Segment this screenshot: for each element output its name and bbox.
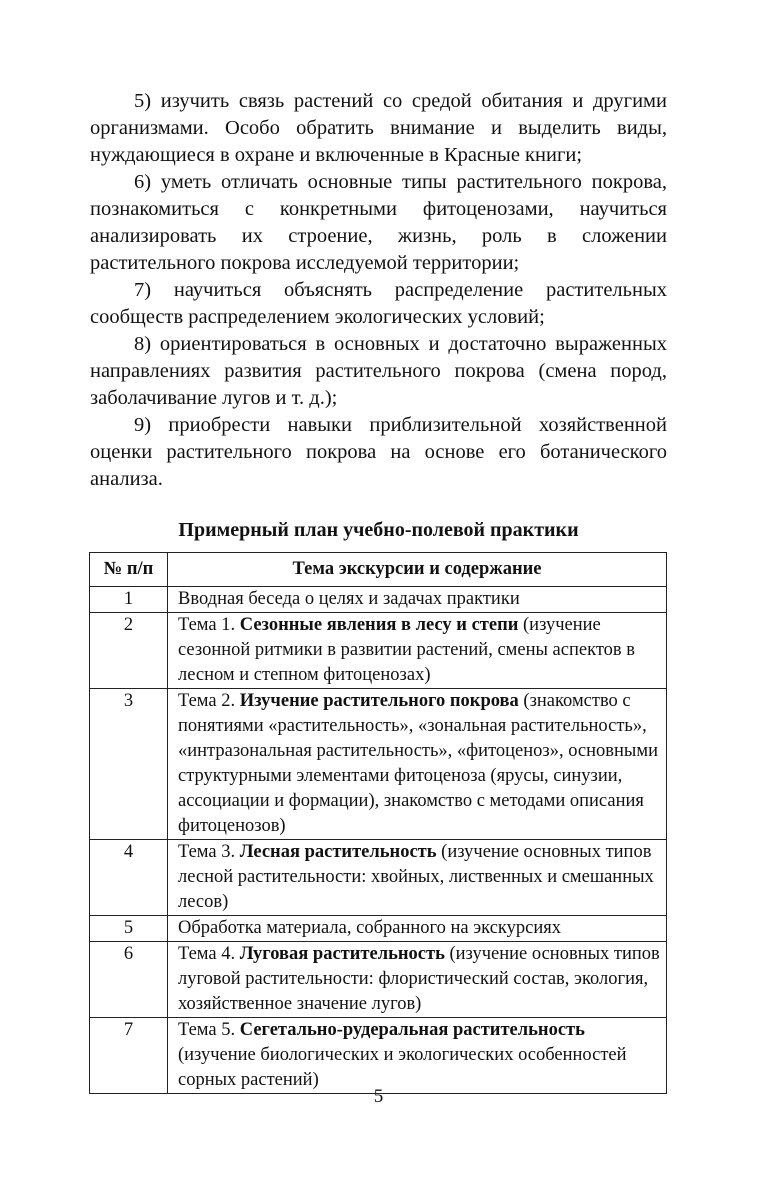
table-row bbox=[90, 613, 667, 689]
table-row bbox=[90, 916, 667, 942]
row-text-prefix: Вводная беседа о целях и задачах практики bbox=[178, 589, 520, 609]
row-topic-bold: Сезонные явления в лесу и степи bbox=[239, 615, 519, 635]
row-number: 7 bbox=[90, 1018, 168, 1094]
row-topic-bold: Изучение растительного покрова bbox=[239, 691, 519, 711]
row-text-suffix: (изучение основных типов лесной растительности: хвойных, лиственных и смешанных лесов) bbox=[178, 842, 654, 912]
row-content bbox=[168, 916, 667, 942]
row-content bbox=[168, 840, 667, 916]
row-topic-bold: Сегетально-рудеральная растительность bbox=[239, 1020, 585, 1040]
row-text-prefix: Тема 4. bbox=[178, 944, 240, 964]
row-number: 1 bbox=[90, 587, 168, 613]
row-number: 6 bbox=[90, 942, 168, 1018]
row-number: 2 bbox=[90, 613, 168, 689]
row-text-prefix: Тема 5. bbox=[178, 1020, 240, 1040]
row-number: 4 bbox=[90, 840, 168, 916]
page-number: 5 bbox=[373, 1086, 384, 1107]
row-text-suffix: (изучение биологических и экологических особенностей сорных растений) bbox=[178, 1045, 627, 1090]
table-row bbox=[90, 1018, 667, 1094]
paragraph: 5) изучить связь растений со средой обитания и другими организмами. Особо обратить внимание и выделить виды, нуждающиеся в охране и включенные в Красные книги; bbox=[90, 90, 667, 166]
row-content bbox=[168, 689, 667, 840]
row-content bbox=[168, 1018, 667, 1094]
column-header-topic: Тема экскурсии и содержание bbox=[168, 553, 667, 587]
table-row bbox=[90, 587, 667, 613]
page-content bbox=[90, 88, 667, 1094]
row-number: 5 bbox=[90, 916, 168, 942]
paragraph: 7) научиться объяснять распределение растительных сообществ распределением экологических условий; bbox=[90, 279, 667, 328]
table-row bbox=[90, 689, 667, 840]
row-text-prefix: Тема 2. bbox=[178, 691, 240, 711]
table-title: Примерный план учебно-полевой практики bbox=[178, 519, 579, 541]
paragraph: 9) приобрести навыки приблизительной хозяйственной оценки растительного покрова на основе его ботанического анализа. bbox=[90, 414, 667, 490]
practice-plan-table bbox=[89, 552, 667, 1094]
table-row bbox=[90, 840, 667, 916]
paragraph: 6) уметь отличать основные типы растительного покрова, познакомиться с конкретными фитоценозами, научиться анализировать их строение, жизнь, роль в сложении растительного покрова исследуемой территории; bbox=[90, 171, 667, 274]
row-content bbox=[168, 613, 667, 689]
paragraph: 8) ориентироваться в основных и достаточно выраженных направлениях развития растительного покрова (смена пород, заболачивание лугов и т. д.); bbox=[90, 333, 667, 409]
row-text-suffix: (изучение основных типов луговой растительности: флористический состав, экология, хозяйственное значение лугов) bbox=[178, 944, 660, 1014]
column-header-number: № п/п bbox=[90, 553, 168, 587]
row-content bbox=[168, 587, 667, 613]
row-text-prefix: Обработка материала, собранного на экскурсиях bbox=[178, 918, 562, 938]
row-text-suffix: (изучение сезонной ритмики в развитии растений, смены аспектов в лесном и степном фитоценозах) bbox=[178, 615, 635, 685]
table-header-row bbox=[90, 553, 667, 587]
row-content bbox=[168, 942, 667, 1018]
row-text-prefix: Тема 1. bbox=[178, 615, 240, 635]
row-number: 3 bbox=[90, 689, 168, 840]
table-row bbox=[90, 942, 667, 1018]
row-topic-bold: Луговая растительность bbox=[239, 944, 445, 964]
row-text-prefix: Тема 3. bbox=[178, 842, 240, 862]
row-topic-bold: Лесная растительность bbox=[239, 842, 437, 862]
row-text-suffix: (знакомство с понятиями «растительность», «зональная растительность», «интразональная растительность», «фитоценоз», основными структурными элементами фитоценоза (ярусы, синузии, ассоциации и формации), знакомство с методами описания фитоценозов) bbox=[178, 691, 658, 836]
